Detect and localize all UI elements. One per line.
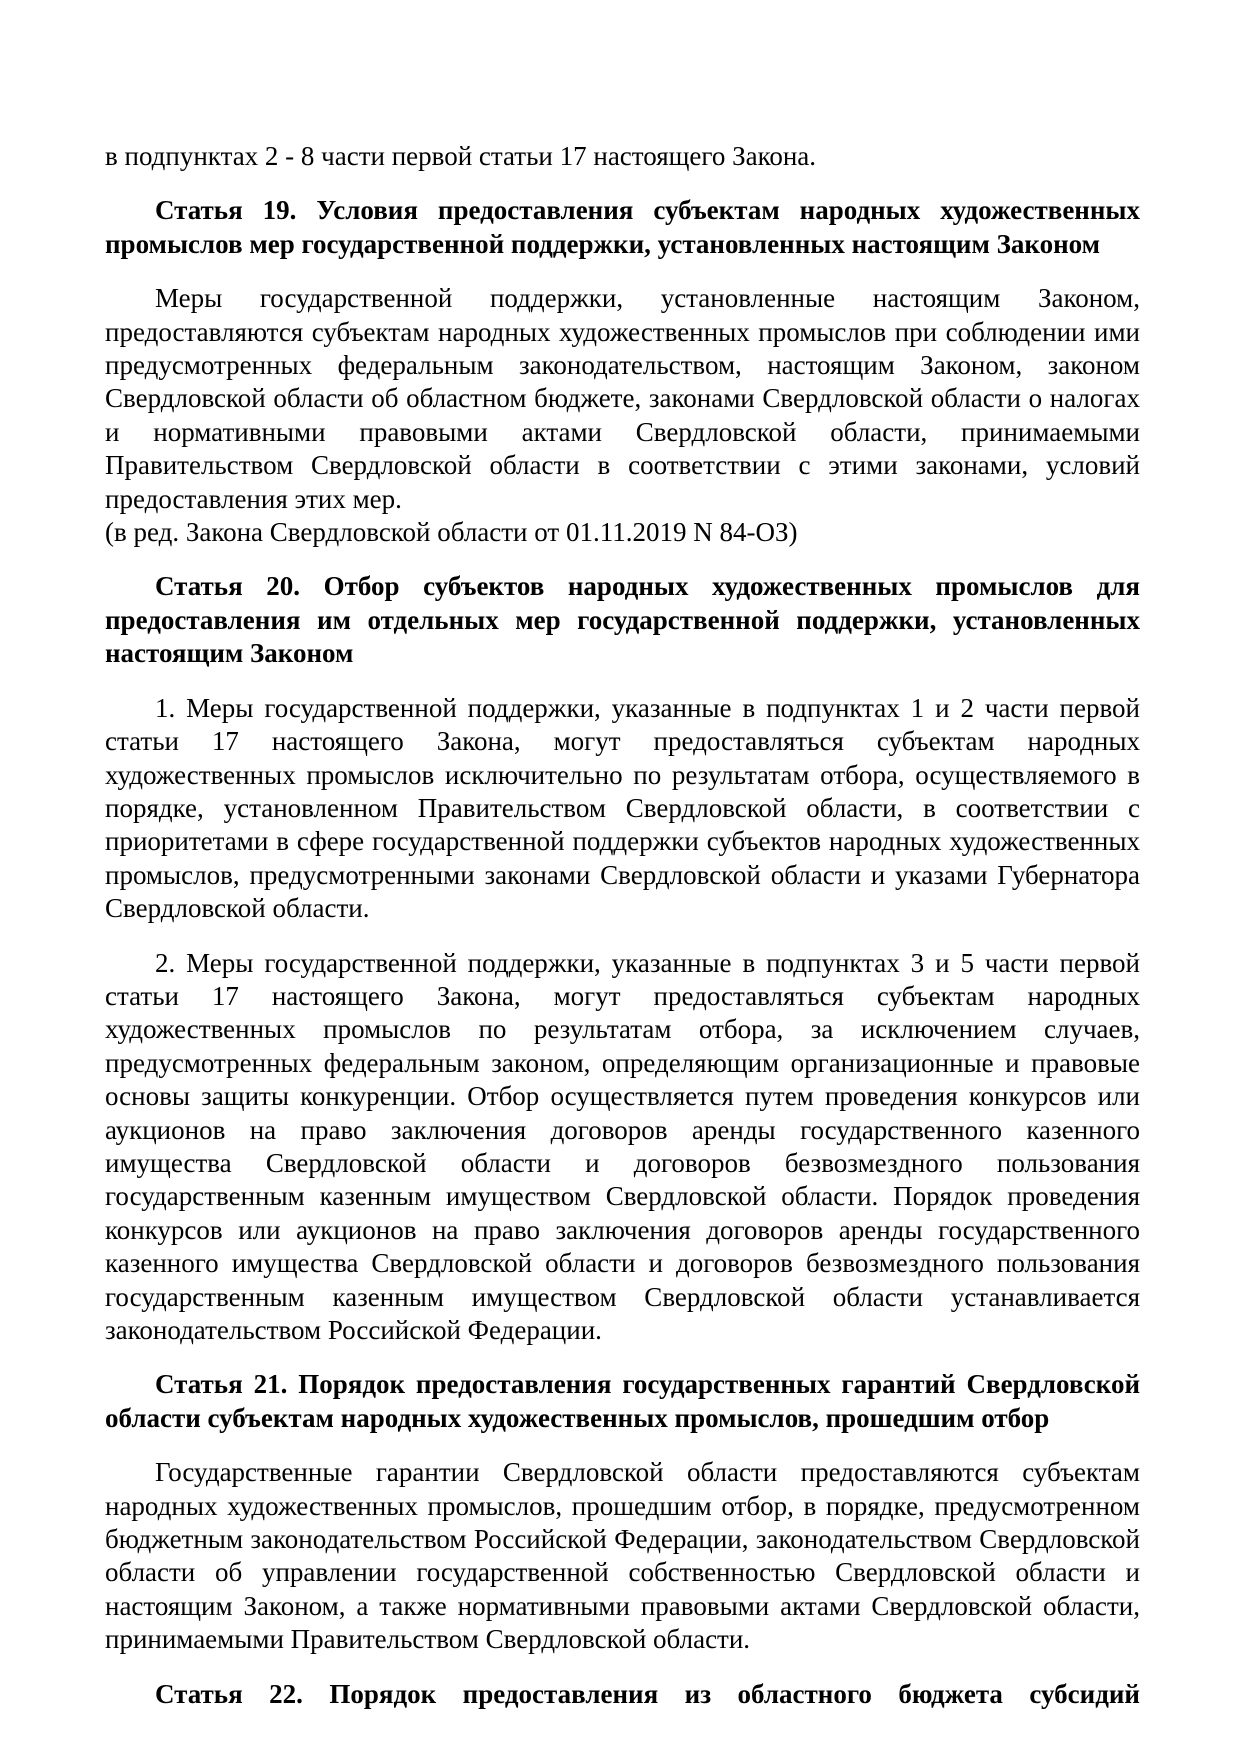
amendment-note: (в ред. Закона Свердловской области от 01.11.2019 N 84-ОЗ): [105, 517, 798, 548]
article-20-paragraph-1: 1. Меры государственной поддержки, указанные в подпунктах 1 и 2 части первой статьи 17 настоящего Закона, могут предоставляться субъектам народных художественных промыслов исключительно по результатам отбора, осуществляемого в порядке, установленном Правительством Свердловской области, в соответствии с приоритетами в сфере государственной поддержки субъектов народных художественных промыслов, предусмотренными законами Свердловской области и указами Губернатора Свердловской области.: [105, 692, 1140, 924]
article-20-paragraph-2: 2. Меры государственной поддержки, указанные в подпунктах 3 и 5 части первой статьи 17 настоящего Закона, могут предоставляться субъектам народных художественных промыслов по результатам отбора, за исключением случаев, предусмотренных федеральным законом, определяющим организационные и правовые основы защиты конкуренции. Отбор осуществляется путем проведения конкурсов или аукционов на право заключения договоров аренды государственного казенного имущества Свердловской области и договоров безвозмездного пользования государственным казенным имуществом Свердловской области. Порядок проведения конкурсов или аукционов на право заключения договоров аренды государственного казенного имущества Свердловской области и договоров безвозмездного пользования государственным казенным имуществом Свердловской области устанавливается законодательством Российской Федерации.: [105, 947, 1140, 1345]
article-21-paragraph: Государственные гарантии Свердловской области предоставляются субъектам народных художественных промыслов, прошедшим отбор, в порядке, предусмотренном бюджетным законодательством Российской Федерации, законодательством Свердловской области об управлении государственной собственностью Свердловской области и настоящим Законом, а также нормативными правовыми актами Свердловской области, принимаемыми Правительством Свердловской области.: [105, 1457, 1140, 1655]
article-22-heading: Статья 22. Порядок предоставления из областного бюджета субсидий: [155, 1678, 1140, 1709]
article-20-heading: Статья 20. Отбор субъектов народных художественных промыслов для предоставления им отдельных мер государственной поддержки, установленных настоящим Законом: [105, 571, 1140, 669]
article-21-heading: Статья 21. Порядок предоставления государственных гарантий Свердловской области субъектам народных художественных промыслов, прошедшим отбор: [105, 1369, 1140, 1433]
continuation-text: в подпунктах 2 - 8 части первой статьи 17 настоящего Закона.: [105, 141, 817, 171]
article-19-heading: Статья 19. Условия предоставления субъектам народных художественных промыслов мер государственной поддержки, установленных настоящим Законом: [105, 195, 1140, 259]
article-19-paragraph: Меры государственной поддержки, установленные настоящим Законом, предоставляются субъектам народных художественных промыслов при соблюдении ими предусмотренных федеральным законодательством, настоящим Законом, законом Свердловской области об областном бюджете, законами Свердловской области о налогах и нормативными правовыми актами Свердловской области, принимаемыми Правительством Свердловской области в соответствии с этими законами, условий предоставления этих мер.: [105, 283, 1140, 514]
